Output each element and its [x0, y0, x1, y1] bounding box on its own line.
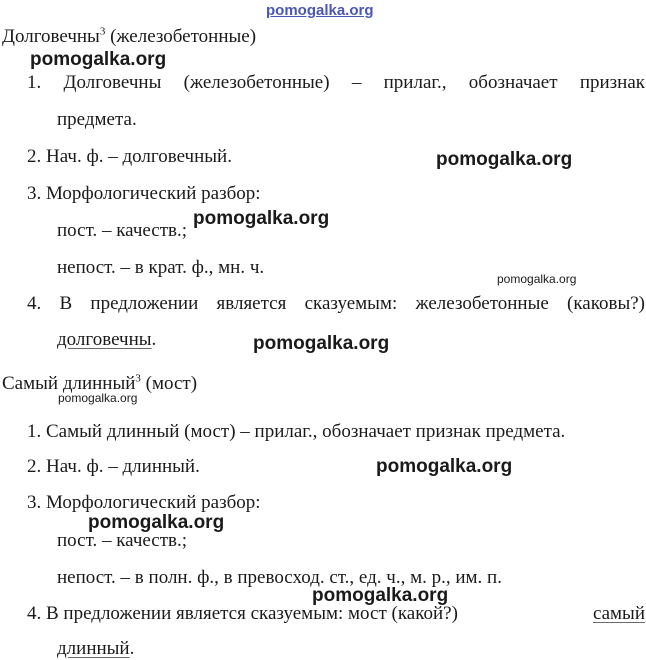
heading-word: Самый длинный — [2, 373, 136, 394]
section2-item4-line2 — [57, 638, 134, 660]
section1-item4-line1: 4. В предложении является сказуемым: железобетонные (каковы?) — [27, 293, 645, 314]
section2-item3-nonconst: непост. – в полн. ф., в превосход. ст., ед. ч., м. р., им. п. — [57, 567, 502, 588]
section2-item1: 1. Самый длинный (мост) – прилаг., обозначает признак предмета. — [27, 421, 566, 442]
section1-item1-line1: 1. Долговечны (железобетонные) – прилаг., обозначает признак — [27, 72, 645, 93]
watermark: pomogalka.org — [193, 208, 330, 229]
watermark: pomogalka.org — [253, 333, 390, 354]
footnote-mark: 3 — [99, 25, 106, 38]
watermark: pomogalka.org — [88, 512, 225, 533]
watermark: pomogalka.org — [497, 272, 577, 286]
section2-heading — [2, 373, 197, 395]
watermark: pomogalka.org — [376, 456, 513, 477]
heading-rest: (мост) — [140, 373, 198, 394]
footnote-mark: 3 — [135, 372, 141, 385]
watermark: pomogalka.org — [58, 391, 138, 405]
section1-item1-line2: предмета. — [57, 109, 137, 130]
watermark: pomogalka.org — [436, 149, 573, 170]
heading-rest: (железобетонные) — [105, 26, 257, 47]
watermark: pomogalka.org — [30, 49, 167, 70]
section2-item4-line1 — [27, 603, 645, 625]
period: . — [129, 638, 135, 659]
period: . — [151, 329, 157, 350]
section1-item3-nonconst: непост. – в крат. ф., мн. ч. — [57, 257, 265, 278]
section2-item2: 2. Нач. ф. – длинный. — [27, 456, 200, 477]
section1-item2: 2. Нач. ф. – долговечный. — [27, 146, 232, 167]
section1-heading — [2, 26, 256, 48]
watermark-top: pomogalka.org — [266, 2, 374, 19]
section1-item4-line2 — [57, 329, 156, 351]
item4-text: 4. В предложении является сказуемым: мост (какой?) — [27, 603, 458, 624]
underlined-word: длинный — [57, 638, 130, 659]
section1-item3-const: пост. – качеств.; — [57, 220, 188, 241]
watermark: pomogalka.org — [312, 585, 449, 606]
section2-item3: 3. Морфологический разбор: — [27, 492, 261, 513]
section1-item3: 3. Морфологический разбор: — [27, 183, 261, 204]
underlined-word: самый — [592, 603, 645, 624]
heading-word: Долговечны — [2, 26, 100, 47]
section2-item3-const: пост. – качеств.; — [57, 530, 188, 551]
underlined-word: долговечны — [57, 329, 152, 350]
